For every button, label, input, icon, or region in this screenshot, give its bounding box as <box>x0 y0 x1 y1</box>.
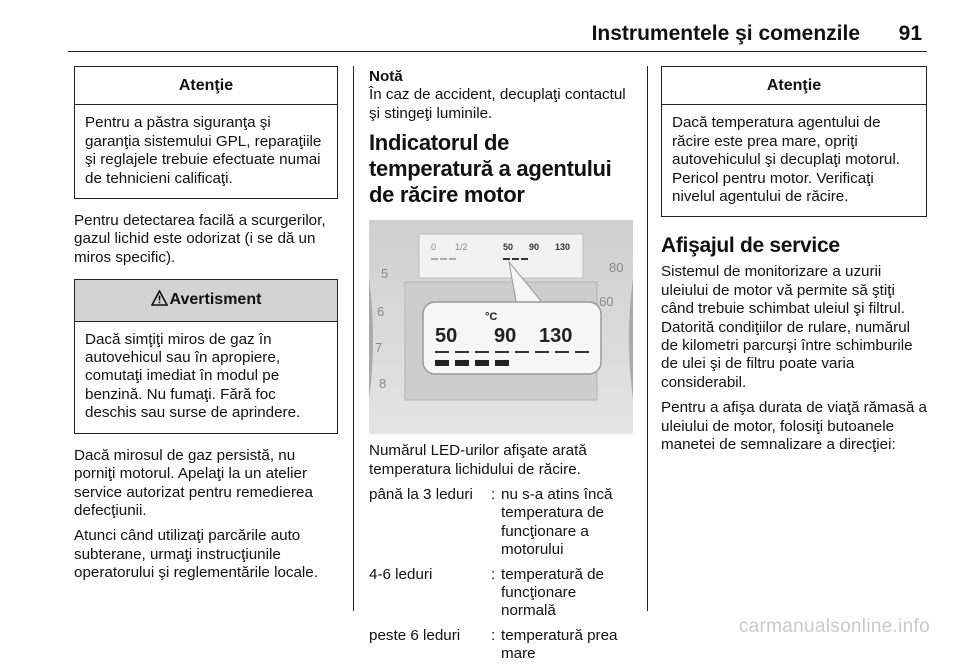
gas-smell-paragraph: Dacă mirosul de gaz persistă, nu porniţi motorul. Apelaţi la un atelier service autorizat pentru remedierea defecţiunii. <box>74 446 313 519</box>
warning-box-body: Dacă simţiţi miros de gaz în autovehicul sau în apropiere, comutaţi imediat în modul pe benzină. Nu fumaţi. Fără foc deschis sau surse de aprindere. <box>85 330 301 422</box>
row-description: nu s-a atins încă temperatura de funcţionare a motorului <box>501 486 613 559</box>
attention-box-body: Pentru a păstra siguranţa şi garanţia sistemului GPL, reparaţiile şi reglajele trebuie efectuate numai de tehnicieni calificaţi. <box>85 114 322 187</box>
column-divider-right <box>647 66 648 611</box>
column-2 <box>369 68 633 670</box>
temperature-unit-label: °C <box>485 311 498 324</box>
oil-life-display-paragraph: Pentru a afişa durata de viaţă rămasă a uleiului de motor, folosiţi butoanele manetei de semnalizare a direcţiei: <box>661 399 927 454</box>
dial-number-5: 5 <box>381 266 389 282</box>
table-row <box>369 486 633 566</box>
warning-box-title: Avertisment <box>169 291 262 309</box>
gauge-display-panel <box>419 234 583 278</box>
oil-monitoring-paragraph: Sistemul de monitorizare a uzurii uleiului de motor vă permite să ştiţi când trebuie schimbat uleiul şi filtrul. Datorită condiţiilor de rulare, numărul de kilometri parcurşi între schimburile de ulei şi de filtru poate varia considerabil. <box>661 263 913 391</box>
header-rule <box>68 51 927 52</box>
page-number: 91 <box>898 22 922 45</box>
dial-number-7: 7 <box>375 340 383 356</box>
zoom-label-90: 90 <box>494 325 517 348</box>
row-label: până la 3 leduri <box>369 486 473 504</box>
column-3 <box>661 66 927 462</box>
underground-parking-paragraph: Atunci când utilizaţi parcările auto subterane, urmaţi instrucţiunile operatorului şi reglementările locale. <box>74 527 318 582</box>
table-row <box>369 627 633 670</box>
service-display-heading: Afişajul de service <box>661 234 840 258</box>
zoom-label-50: 50 <box>435 325 458 348</box>
small-label-half: 1/2 <box>455 242 468 253</box>
coolant-gauge-illustration <box>369 220 633 434</box>
led-meaning-table <box>369 486 633 670</box>
attention-box <box>74 66 338 199</box>
row-separator: : <box>491 565 496 583</box>
warning-triangle-icon <box>151 290 168 311</box>
row-separator: : <box>491 486 496 504</box>
warning-box <box>74 279 338 433</box>
row-description: temperatură de funcţionare normală <box>501 565 604 620</box>
attention-box-coolant <box>661 66 927 217</box>
small-label-50: 50 <box>503 242 514 253</box>
attention-box-body: Dacă temperatura agentului de răcire este prea mare, opriţi autovehiculul şi decuplaţi motorul. Pericol pentru motor. Verificaţi nivelul agentului de răcire. <box>672 114 900 206</box>
note-title: Notă <box>369 68 403 85</box>
column-divider-left <box>353 66 354 611</box>
warning-box-header <box>75 280 337 321</box>
attention-box-title: Atenţie <box>662 67 926 105</box>
dial-number-8: 8 <box>379 376 387 392</box>
column-1 <box>74 66 338 590</box>
small-label-130: 130 <box>555 242 571 253</box>
zoom-label-130: 130 <box>539 325 573 348</box>
attention-box-title: Atenţie <box>75 67 337 105</box>
leak-detection-paragraph: Pentru detectarea facilă a scurgerilor, gazul lichid este odorizat (i se dă un miros specific). <box>74 212 326 266</box>
note-body: În caz de accident, decuplaţi contactul şi stingeţi luminile. <box>369 86 626 122</box>
small-label-0: 0 <box>431 242 437 253</box>
row-label: 4-6 leduri <box>369 565 433 583</box>
small-label-90: 90 <box>529 242 540 253</box>
dial-number-80: 80 <box>609 260 624 276</box>
watermark: carmanualsonline.info <box>738 616 930 637</box>
dial-number-60: 60 <box>599 294 614 310</box>
row-separator: : <box>491 626 496 644</box>
led-count-paragraph: Numărul LED-urilor afişate arată temperatura lichidului de răcire. <box>369 442 587 478</box>
coolant-temperature-heading: Indicatorul de temperatură a agentului de răcire motor <box>369 130 612 208</box>
table-row <box>369 566 633 627</box>
page-header-title: Instrumentele şi comenzile <box>591 22 860 45</box>
row-description: temperatură prea mare <box>501 626 618 663</box>
row-label: peste 6 leduri <box>369 626 461 644</box>
dial-number-6: 6 <box>377 304 385 320</box>
